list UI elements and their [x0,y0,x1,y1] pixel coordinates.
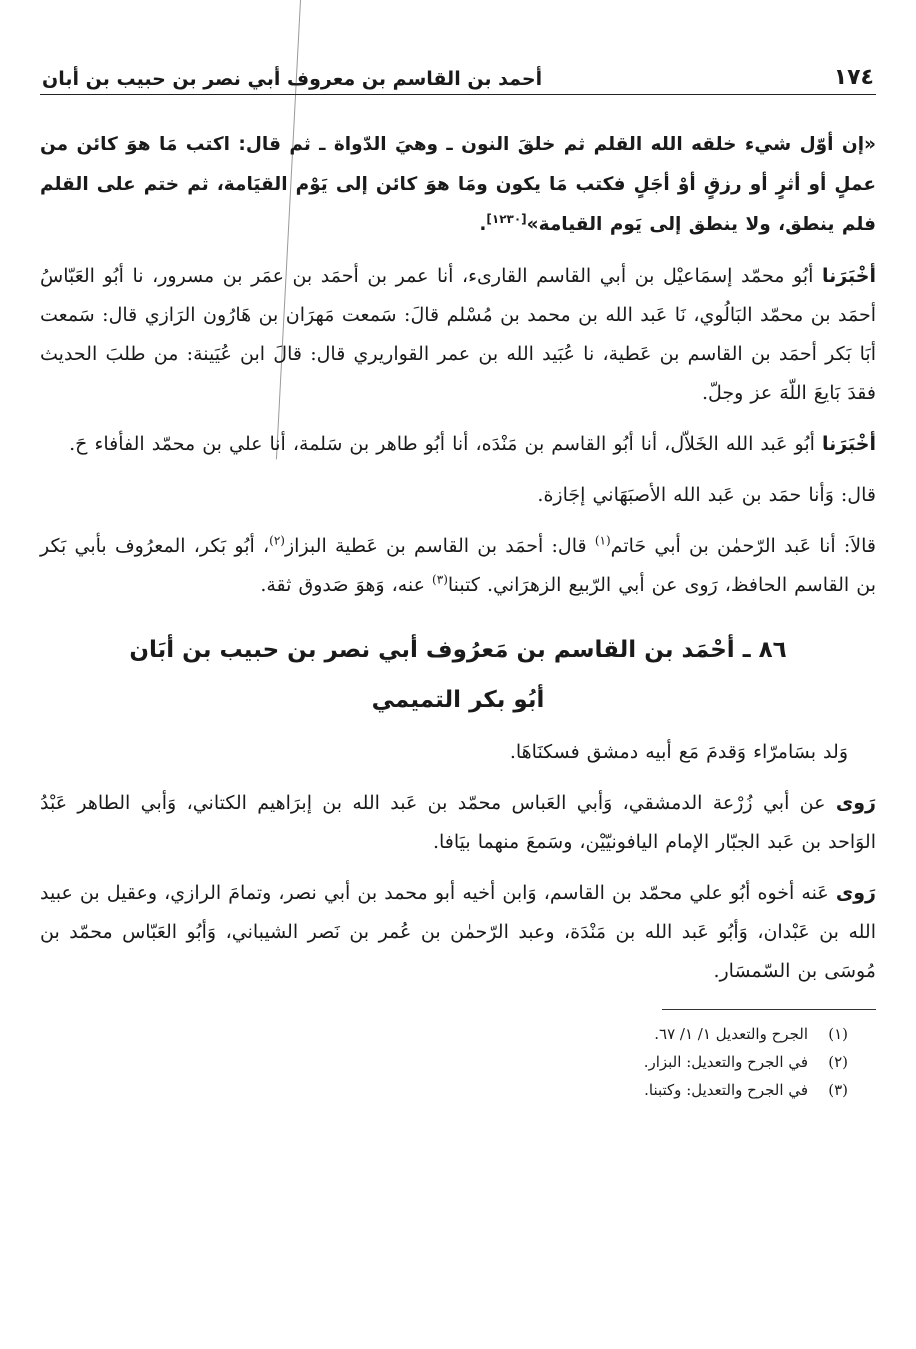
akhbarana-lead: أخْبَرَنا [821,433,876,455]
footnote-marker-1: (١) [594,533,611,548]
riwaya-paragraph [40,784,876,862]
running-header [40,52,876,95]
footnote [40,1048,876,1076]
footnotes [40,1020,876,1104]
page-number: ١٧٤ [833,65,874,90]
isnad-paragraph-3 [40,476,876,515]
book-page [40,52,876,1342]
footnote-number: (٣) [828,1081,848,1099]
rawa-lead: رَوى [835,882,876,904]
footnote [40,1020,876,1048]
footnote-text: الجرح والتعديل ١/ ١/ ٦٧. [654,1025,808,1043]
entry-subtitle: أبُو بكر التميمي [371,687,545,713]
main-text [40,125,876,1104]
entry-title: ٨٦ ـ أحْمَد بن القاسم بن مَعرُوف أبي نصر بن حبيب بن أبَان [129,637,787,663]
footnote-marker-3: (٣) [432,572,448,587]
hadith-reference: [١٢٣٠] [486,211,527,226]
isnad-text-4b: قال: أحمَد بن القاسم بن عَطية البزاز [284,535,595,557]
birth-paragraph [40,733,876,772]
isnad-paragraph-4 [40,527,876,605]
isnad-text-4c: ، أبُو بَكر، المعرُوف بأبي بَكر بن القاسم الحافظ، رَوى عن أبي الرّبيع الزهرَاني. كتبنا [40,535,876,596]
footnote [40,1076,876,1104]
isnad-text-2: أبُو عَبد الله الخَلاّل، أنا أبُو القاسم بن مَنْدَه، أنا أبُو طاهر بن سَلمة، أنا علي بن محمّد الفأفاء حَ. [69,433,815,455]
akhbarana-lead: أخْبَرَنا [821,265,877,287]
isnad-paragraph-1 [40,257,876,413]
birth-text: وَلد بسَامرّاء وَقدمَ مَع أبيه دمشق فسكنَاهَا. [509,741,848,763]
footnote-text: في الجرح والتعديل: وكتبنا. [644,1081,808,1099]
footnote-separator [662,1009,876,1010]
footnote-number: (١) [828,1025,848,1043]
footnote-number: (٢) [828,1053,848,1071]
isnad-text-4d: عنه، وَهوَ صَدوق ثقة. [260,574,433,596]
rawa-lead: رَوى [835,792,876,814]
rawa-anhu-text: عَنه أخوه أبُو علي محمّد بن القاسم، وَابن أخيه أبو محمد بن أبي نصر، وتمامَ الرازي، وعقيل بن عبيد الله بن عَبْدان، وَأبُو عَبد الله بن مَنْدَة، وعبد الرّحمٰن بن عُمر بن نَصر الشيباني، وَأبُو العَبّاس محمّد بن مُوسَى بن السّمسَار. [40,882,876,982]
running-title: أحمد بن القاسم بن معروف أبي نصر بن حبيب بن أبان [42,68,543,90]
isnad-text-3: قال: وَأنا حمَد بن عَبد الله الأصبَهَاني إجَازة. [537,484,876,506]
entry-heading [40,625,876,725]
rawa-anhu-paragraph [40,874,876,991]
isnad-text-1: أبُو محمّد إسمَاعيْل بن أبي القاسم القارىء، أنا عمر بن أحمَد بن عمَر بن مسرور، نا أبُو العَبّاسُ أحمَد بن محمّد البَالُوي، نَا عَبد الله بن محمد بن مُسْلم قالَ: سَمعت مَهرَان بن هَارُون الرَازي قال: سَمعت أبَا بَكر أحمَد بن القاسم بن عَطية، نا عُبَيد الله بن عمر القواريري قال: قالَ ابن عُيَينة: من طلبَ الحديث فقدَ بَايعَ اللّهَ عز وجلّ. [40,265,876,404]
footnote-marker-2: (٢) [269,533,285,548]
riwaya-text: عن أبي زُرْعة الدمشقي، وَأبي العَباس محمّد بن عَبد الله بن إبرَاهيم الكتاني، وَأبي الطاهر عَبْدُ الوَاحد بن عَبد الجبّار الإمام اليافونيّيْن، وسَمعَ منهما بيَافا. [40,792,876,853]
hadith-text: «إن أوّل شيء خلقه الله القلم ثم خلقَ النون ـ وهيَ الدّواة ـ ثم قال: اكتب مَا هوَ كائن من عملٍ أو أثرٍ أو رزقٍ أوْ أجَلٍ فكتب مَا يكون ومَا هوَ كائن إلى يَوْم القيَامة، ثم ختم على القلم فلم ينطق، ولا ينطق إلى يَوم القيامة» [40,134,876,235]
footnote-text: في الجرح والتعديل: البزار. [643,1053,808,1071]
isnad-text-4a: قالاَ: أنا عَبد الرّحمٰن بن أبي حَاتم [610,535,876,557]
hadith-paragraph: «إن أوّل شيء خلقه الله القلم ثم خلقَ النون ـ وهيَ الدّواة ـ ثم قال: اكتب مَا هوَ كائن من عملٍ أو أثرٍ أو رزقٍ أوْ أجَلٍ فكتب مَا يكون ومَا هوَ كائن إلى يَوْم القيَامة، ثم ختم على القلم فلم ينطق، ولا ينطق إلى يَوم القيامة»[١٢٣٠]. [40,134,876,235]
isnad-paragraph-2 [40,425,876,464]
